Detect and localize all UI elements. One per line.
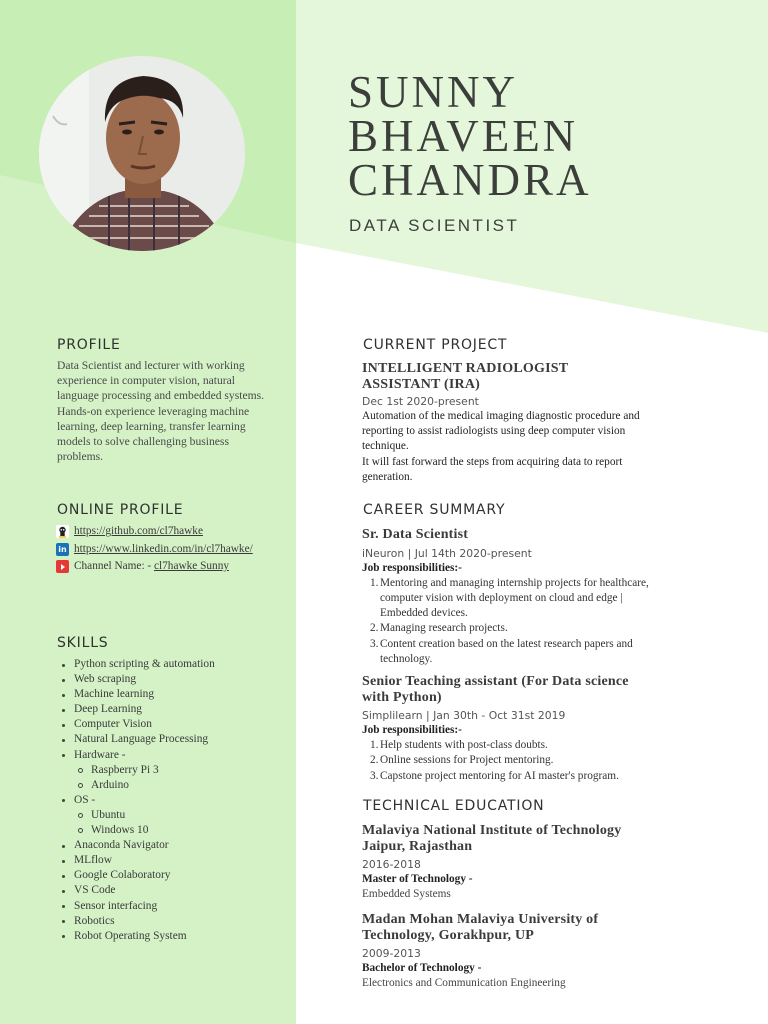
responsibilities-label: Job responsibilities:- (362, 724, 462, 736)
skill-item: Sensor interfacing (57, 899, 287, 914)
education-heading: TECHNICAL EDUCATION (363, 798, 545, 814)
skill-subitem: Windows 10 (74, 823, 287, 838)
skill-item: Deep Learning (57, 702, 287, 717)
skill-item: Google Colaboratory (57, 868, 287, 883)
project-title-line: ASSISTANT (IRA) (362, 376, 481, 392)
responsibility-item: 2. Managing research projects. (370, 622, 508, 635)
skill-item: Hardware - (57, 748, 287, 763)
skill-item: OS - (57, 793, 287, 808)
degree: Bachelor of Technology - (362, 962, 482, 974)
linkedin-icon: in (56, 543, 69, 556)
name-line: CHANDRA (348, 155, 592, 205)
profile-photo (39, 56, 245, 251)
github-link[interactable]: https://github.com/cl7hawke (74, 525, 203, 537)
youtube-channel-text (74, 559, 229, 575)
responsibilities-label: Job responsibilities:- (362, 561, 462, 574)
responsibility-item: 2. Online sessions for Project mentoring. (370, 754, 554, 767)
name-line: SUNNY (348, 67, 519, 117)
skill-item: Web scraping (57, 672, 287, 687)
job-meta: iNeuron | Jul 14th 2020-present (362, 546, 532, 560)
skills-list (57, 657, 287, 944)
career-summary-heading: CAREER SUMMARY (363, 502, 506, 518)
link-row-linkedin (56, 542, 276, 558)
youtube-icon (56, 560, 69, 573)
responsibility-item: 1. Mentoring and managing internship projects for healthcare, computer vision with deployment on cloud and edge | Embedded devices. (370, 576, 649, 620)
skill-item: MLflow (57, 853, 287, 868)
education-years: 2016-2018 (362, 858, 421, 871)
field-of-study: Embedded Systems (362, 888, 451, 901)
skill-item: Anaconda Navigator (57, 838, 287, 853)
job-title: DATA SCIENTIST (349, 216, 520, 235)
skills-heading: SKILLS (57, 635, 109, 651)
education-years: 2009-2013 (362, 947, 421, 960)
current-project-heading: CURRENT PROJECT (363, 337, 508, 353)
full-name (348, 67, 748, 205)
job-meta: Simplilearn | Jan 30th - Oct 31st 2019 (362, 709, 566, 722)
job-title: Sr. Data Scientist (362, 527, 469, 542)
skill-item: Machine learning (57, 687, 287, 702)
project-title (362, 361, 662, 392)
project-description: Automation of the medical imaging diagnostic procedure and reporting to assist radiologists using deep computer vision technique. (362, 410, 640, 453)
skill-item: Python scripting & automation (57, 657, 287, 672)
skill-subitem: Arduino (74, 778, 287, 793)
education-entry (362, 912, 662, 991)
skill-item: Natural Language Processing (57, 732, 287, 747)
project-title-line: INTELLIGENT RADIOLOGIST (362, 361, 569, 376)
job-entry (362, 674, 632, 784)
responsibilities-list (362, 576, 662, 667)
current-project-section (362, 361, 662, 485)
job-entry (362, 527, 662, 667)
name-line: BHAVEEN (348, 111, 579, 161)
skill-item: VS Code (57, 883, 287, 898)
online-links (56, 524, 276, 577)
link-row-github (56, 524, 276, 540)
responsibility-item: 3. Content creation based on the latest research papers and technology. (370, 637, 633, 665)
skill-item: Computer Vision (57, 717, 287, 732)
skill-item: Robot Operating System (57, 929, 287, 944)
institution-name: Malaviya National Institute of Technology Jaipur, Rajasthan (362, 823, 622, 854)
skill-subitem: Raspberry Pi 3 (74, 763, 287, 778)
degree: Master of Technology - (362, 873, 473, 885)
channel-prefix: Channel Name: - (74, 560, 154, 572)
project-description-2: It will fast forward the steps from acquiring data to report generation. (362, 455, 623, 483)
skill-item: Robotics (57, 914, 287, 929)
profile-heading: PROFILE (57, 337, 121, 353)
skill-subitem: Ubuntu (74, 808, 287, 823)
education-entry (362, 823, 662, 902)
profile-text: Data Scientist and lecturer with working experience in computer vision, natural language processing and embedded systems. Hands-on experience leveraging machine learning, deep learning, transfer learning models to solve challenging business problems. (57, 359, 265, 464)
youtube-channel-link[interactable]: cl7hawke Sunny (154, 560, 229, 572)
field-of-study: Electronics and Communication Engineering (362, 977, 566, 990)
institution-name: Madan Mohan Malaviya University of Technology, Gorakhpur, UP (362, 912, 599, 943)
link-row-youtube (56, 559, 276, 575)
job-title: Senior Teaching assistant (For Data science with Python) (362, 674, 629, 705)
github-icon (56, 525, 69, 538)
responsibilities-list (362, 738, 662, 784)
project-date: Dec 1st 2020-present (362, 395, 479, 408)
responsibility-item: 1. Help students with post-class doubts. (370, 739, 548, 752)
responsibility-item: 3. Capstone project mentoring for AI master's program. (370, 769, 619, 782)
online-profile-heading: ONLINE PROFILE (57, 502, 184, 518)
linkedin-link[interactable]: https://www.linkedin.com/in/cl7hawke/ (74, 542, 253, 555)
